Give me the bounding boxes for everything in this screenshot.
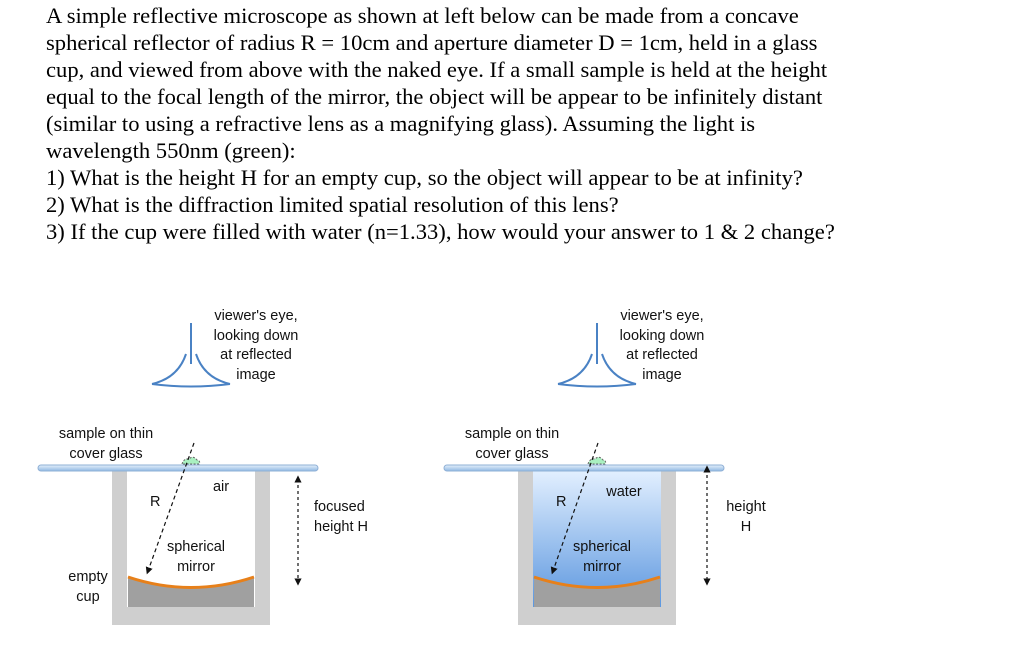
question-1: 1) What is the height H for an empty cup, so the object will appear to be at infinity? [46, 165, 803, 190]
medium-label: air [212, 479, 230, 495]
eye-label: viewer's eye, looking down at reflected image [619, 308, 705, 383]
problem-line: wavelength 550nm (green): [46, 138, 296, 163]
question-3: 3) If the cup were filled with water (n=1.33), how would your answer to 1 & 2 change? [46, 219, 835, 244]
sample-label: sample on thin cover glass [464, 426, 560, 462]
eye-label: viewer's eye, looking down at reflected image [213, 308, 299, 383]
radius-label: R [556, 494, 567, 510]
height-label: height H [726, 499, 766, 535]
sample-label: sample on thin cover glass [58, 426, 154, 462]
radius-label: R [150, 494, 161, 510]
problem-line: (similar to using a refractive lens as a magnifying glass). Assuming the light is [46, 111, 756, 136]
height-label: focused height H [314, 499, 369, 535]
problem-line: A simple reflective microscope as shown at left below can be made from a concave [46, 3, 799, 28]
cover-glass [38, 465, 318, 471]
cover-glass [444, 465, 724, 471]
mirror-label: spherical mirror [166, 539, 226, 575]
question-2: 2) What is the diffraction limited spatial resolution of this lens? [46, 192, 619, 217]
problem-line: cup, and viewed from above with the naked eye. If a small sample is held at the height [46, 57, 828, 82]
medium-label: water [606, 484, 642, 500]
sample-blob [182, 457, 200, 464]
problem-line: equal to the focal length of the mirror, the object will be appear to be infinitely distant [46, 84, 823, 109]
cup-label: empty cup [68, 569, 108, 605]
problem-line: spherical reflector of radius R = 10cm and aperture diameter D = 1cm, held in a glass [46, 30, 818, 55]
mirror-label: spherical mirror [572, 539, 632, 575]
